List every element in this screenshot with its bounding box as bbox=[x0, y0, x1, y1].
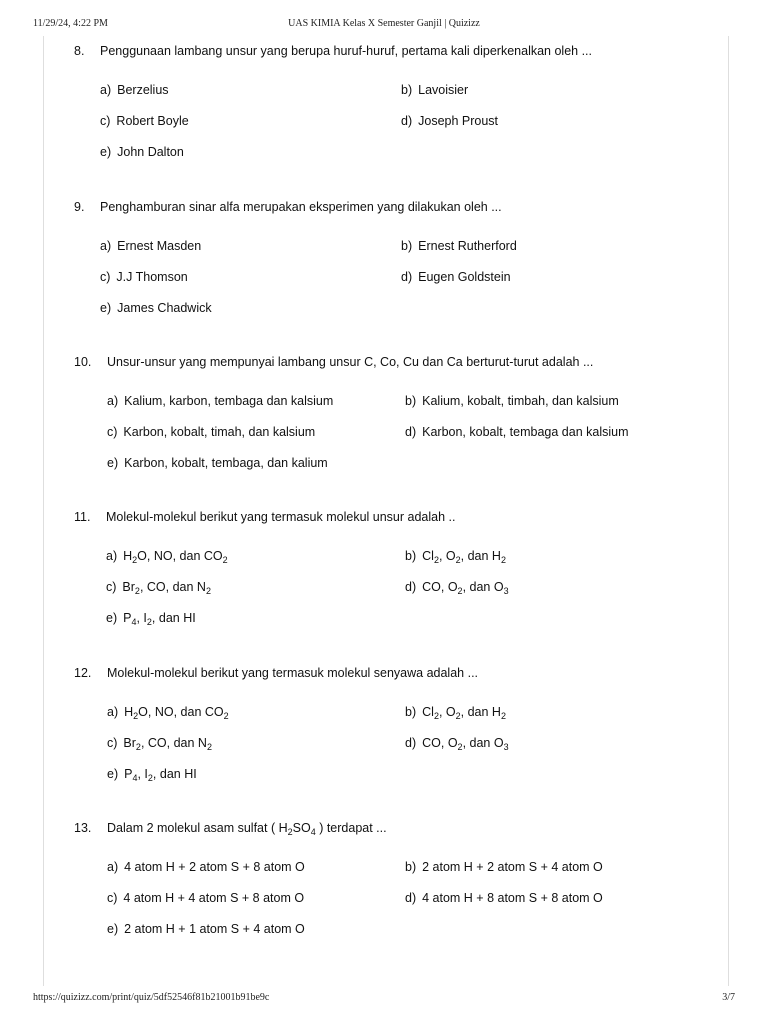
option-d[interactable] bbox=[405, 736, 509, 750]
option-text: $P_4$, $I_2$, dan HI bbox=[123, 611, 196, 627]
option-e[interactable] bbox=[100, 145, 184, 159]
option-text: $Cl_2$, $O_2$, dan $H_2$ bbox=[422, 705, 506, 721]
option-a[interactable] bbox=[100, 239, 201, 253]
option-letter: a) bbox=[107, 860, 119, 874]
print-header bbox=[33, 18, 735, 32]
option-letter: d) bbox=[405, 580, 417, 594]
option-d[interactable] bbox=[405, 580, 509, 594]
page-number: 3/7 bbox=[722, 992, 735, 1003]
option-text: Eugen Goldstein bbox=[418, 270, 511, 284]
option-letter: c) bbox=[107, 425, 118, 439]
option-e[interactable] bbox=[106, 611, 196, 625]
question-number: 8. bbox=[74, 44, 85, 58]
option-letter: e) bbox=[107, 456, 119, 470]
option-text: John Dalton bbox=[117, 145, 184, 159]
option-text: $Br_2$, CO, dan $N_2$ bbox=[122, 580, 211, 596]
option-letter: e) bbox=[107, 767, 119, 781]
option-a[interactable] bbox=[107, 394, 333, 408]
option-letter: b) bbox=[405, 860, 417, 874]
option-b[interactable] bbox=[405, 705, 506, 719]
question-text: Penggunaan lambang unsur yang berupa huruf-huruf, pertama kali diperkenalkan oleh ... bbox=[100, 44, 592, 58]
option-e[interactable] bbox=[107, 922, 305, 936]
option-a[interactable] bbox=[107, 705, 229, 719]
option-text: $H_2O$, NO, dan $CO_2$ bbox=[123, 549, 228, 565]
option-letter: a) bbox=[100, 83, 112, 97]
option-e[interactable] bbox=[107, 767, 197, 781]
option-text: CO, $O_2$, dan $O_3$ bbox=[422, 580, 509, 596]
question-number: 13. bbox=[74, 821, 92, 835]
question-text: Molekul-molekul berikut yang termasuk molekul unsur adalah .. bbox=[106, 510, 456, 524]
option-letter: d) bbox=[405, 425, 417, 439]
option-text: Karbon, kobalt, tembaga dan kalsium bbox=[422, 425, 629, 439]
option-text: Kalium, karbon, tembaga dan kalsium bbox=[124, 394, 334, 408]
question-text: Molekul-molekul berikut yang termasuk molekul senyawa adalah ... bbox=[107, 666, 479, 680]
option-text: Robert Boyle bbox=[116, 114, 189, 128]
document-title: UAS KIMIA Kelas X Semester Ganjil | Quizizz bbox=[288, 18, 480, 29]
question-text: Penghamburan sinar alfa merupakan eksperimen yang dilakukan oleh ... bbox=[100, 200, 502, 214]
option-letter: b) bbox=[405, 549, 417, 563]
question-text: Dalam 2 molekul asam sulfat ( $H_2SO_4$ ) terdapat ... bbox=[107, 821, 387, 837]
option-letter: e) bbox=[100, 145, 112, 159]
option-text: $P_4$, $I_2$, dan HI bbox=[124, 767, 197, 783]
option-a[interactable] bbox=[100, 83, 169, 97]
option-text: Joseph Proust bbox=[418, 114, 499, 128]
option-letter: b) bbox=[401, 83, 413, 97]
option-letter: a) bbox=[107, 394, 119, 408]
option-c[interactable] bbox=[107, 736, 212, 750]
option-b[interactable] bbox=[405, 549, 506, 563]
option-letter: b) bbox=[405, 705, 417, 719]
option-d[interactable] bbox=[401, 114, 498, 128]
option-c[interactable] bbox=[100, 114, 189, 128]
option-text: Ernest Rutherford bbox=[418, 239, 517, 253]
option-letter: c) bbox=[100, 114, 111, 128]
option-c[interactable] bbox=[107, 425, 315, 439]
option-text: 4 atom H + 8 atom S + 8 atom O bbox=[422, 891, 603, 905]
option-letter: a) bbox=[106, 549, 118, 563]
print-footer bbox=[33, 992, 735, 1006]
option-text: Karbon, kobalt, timah, dan kalsium bbox=[123, 425, 316, 439]
option-text: Karbon, kobalt, tembaga, dan kalium bbox=[124, 456, 328, 470]
question-number: 12. bbox=[74, 666, 92, 680]
question-number: 9. bbox=[74, 200, 85, 214]
option-letter: e) bbox=[106, 611, 118, 625]
option-letter: c) bbox=[107, 891, 118, 905]
option-text: James Chadwick bbox=[117, 301, 212, 315]
option-text: 4 atom H + 2 atom S + 8 atom O bbox=[124, 860, 305, 874]
option-text: 2 atom H + 1 atom S + 4 atom O bbox=[124, 922, 305, 936]
option-text: Berzelius bbox=[117, 83, 169, 97]
option-letter: e) bbox=[100, 301, 112, 315]
option-text: Kalium, kobalt, timbah, dan kalsium bbox=[422, 394, 619, 408]
option-c[interactable] bbox=[106, 580, 211, 594]
option-letter: a) bbox=[100, 239, 112, 253]
option-letter: d) bbox=[405, 891, 417, 905]
option-letter: c) bbox=[107, 736, 118, 750]
option-letter: b) bbox=[401, 239, 413, 253]
option-letter: e) bbox=[107, 922, 119, 936]
question-number: 10. bbox=[74, 355, 92, 369]
option-text: Ernest Masden bbox=[117, 239, 202, 253]
question-number: 11. bbox=[74, 510, 91, 524]
option-d[interactable] bbox=[405, 425, 629, 439]
option-letter: d) bbox=[401, 270, 413, 284]
option-b[interactable] bbox=[401, 83, 468, 97]
question-text: Unsur-unsur yang mempunyai lambang unsur C, Co, Cu dan Ca berturut-turut adalah ... bbox=[107, 355, 594, 369]
option-text: Lavoisier bbox=[418, 83, 469, 97]
page-url: https://quizizz.com/print/quiz/5df52546f81b21001b91be9c bbox=[33, 992, 270, 1003]
option-d[interactable] bbox=[405, 891, 603, 905]
option-b[interactable] bbox=[405, 860, 603, 874]
option-b[interactable] bbox=[405, 394, 619, 408]
option-d[interactable] bbox=[401, 270, 511, 284]
option-text: CO, $O_2$, dan $O_3$ bbox=[422, 736, 509, 752]
option-letter: c) bbox=[106, 580, 117, 594]
option-letter: d) bbox=[401, 114, 413, 128]
option-a[interactable] bbox=[106, 549, 228, 563]
option-a[interactable] bbox=[107, 860, 305, 874]
option-text: $H_2O$, NO, dan $CO_2$ bbox=[124, 705, 229, 721]
option-b[interactable] bbox=[401, 239, 517, 253]
option-text: 4 atom H + 4 atom S + 8 atom O bbox=[123, 891, 305, 905]
print-datetime: 11/29/24, 4:22 PM bbox=[33, 18, 108, 29]
option-e[interactable] bbox=[107, 456, 328, 470]
quiz-sheet bbox=[43, 36, 729, 986]
option-e[interactable] bbox=[100, 301, 212, 315]
option-text: 2 atom H + 2 atom S + 4 atom O bbox=[422, 860, 603, 874]
option-text: $Cl_2$, $O_2$, dan $H_2$ bbox=[422, 549, 506, 565]
option-letter: b) bbox=[405, 394, 417, 408]
option-text: $Br_2$, CO, dan $N_2$ bbox=[123, 736, 212, 752]
option-letter: d) bbox=[405, 736, 417, 750]
option-c[interactable] bbox=[100, 270, 188, 284]
option-text: J.J Thomson bbox=[116, 270, 188, 284]
option-c[interactable] bbox=[107, 891, 304, 905]
option-letter: a) bbox=[107, 705, 119, 719]
option-letter: c) bbox=[100, 270, 111, 284]
